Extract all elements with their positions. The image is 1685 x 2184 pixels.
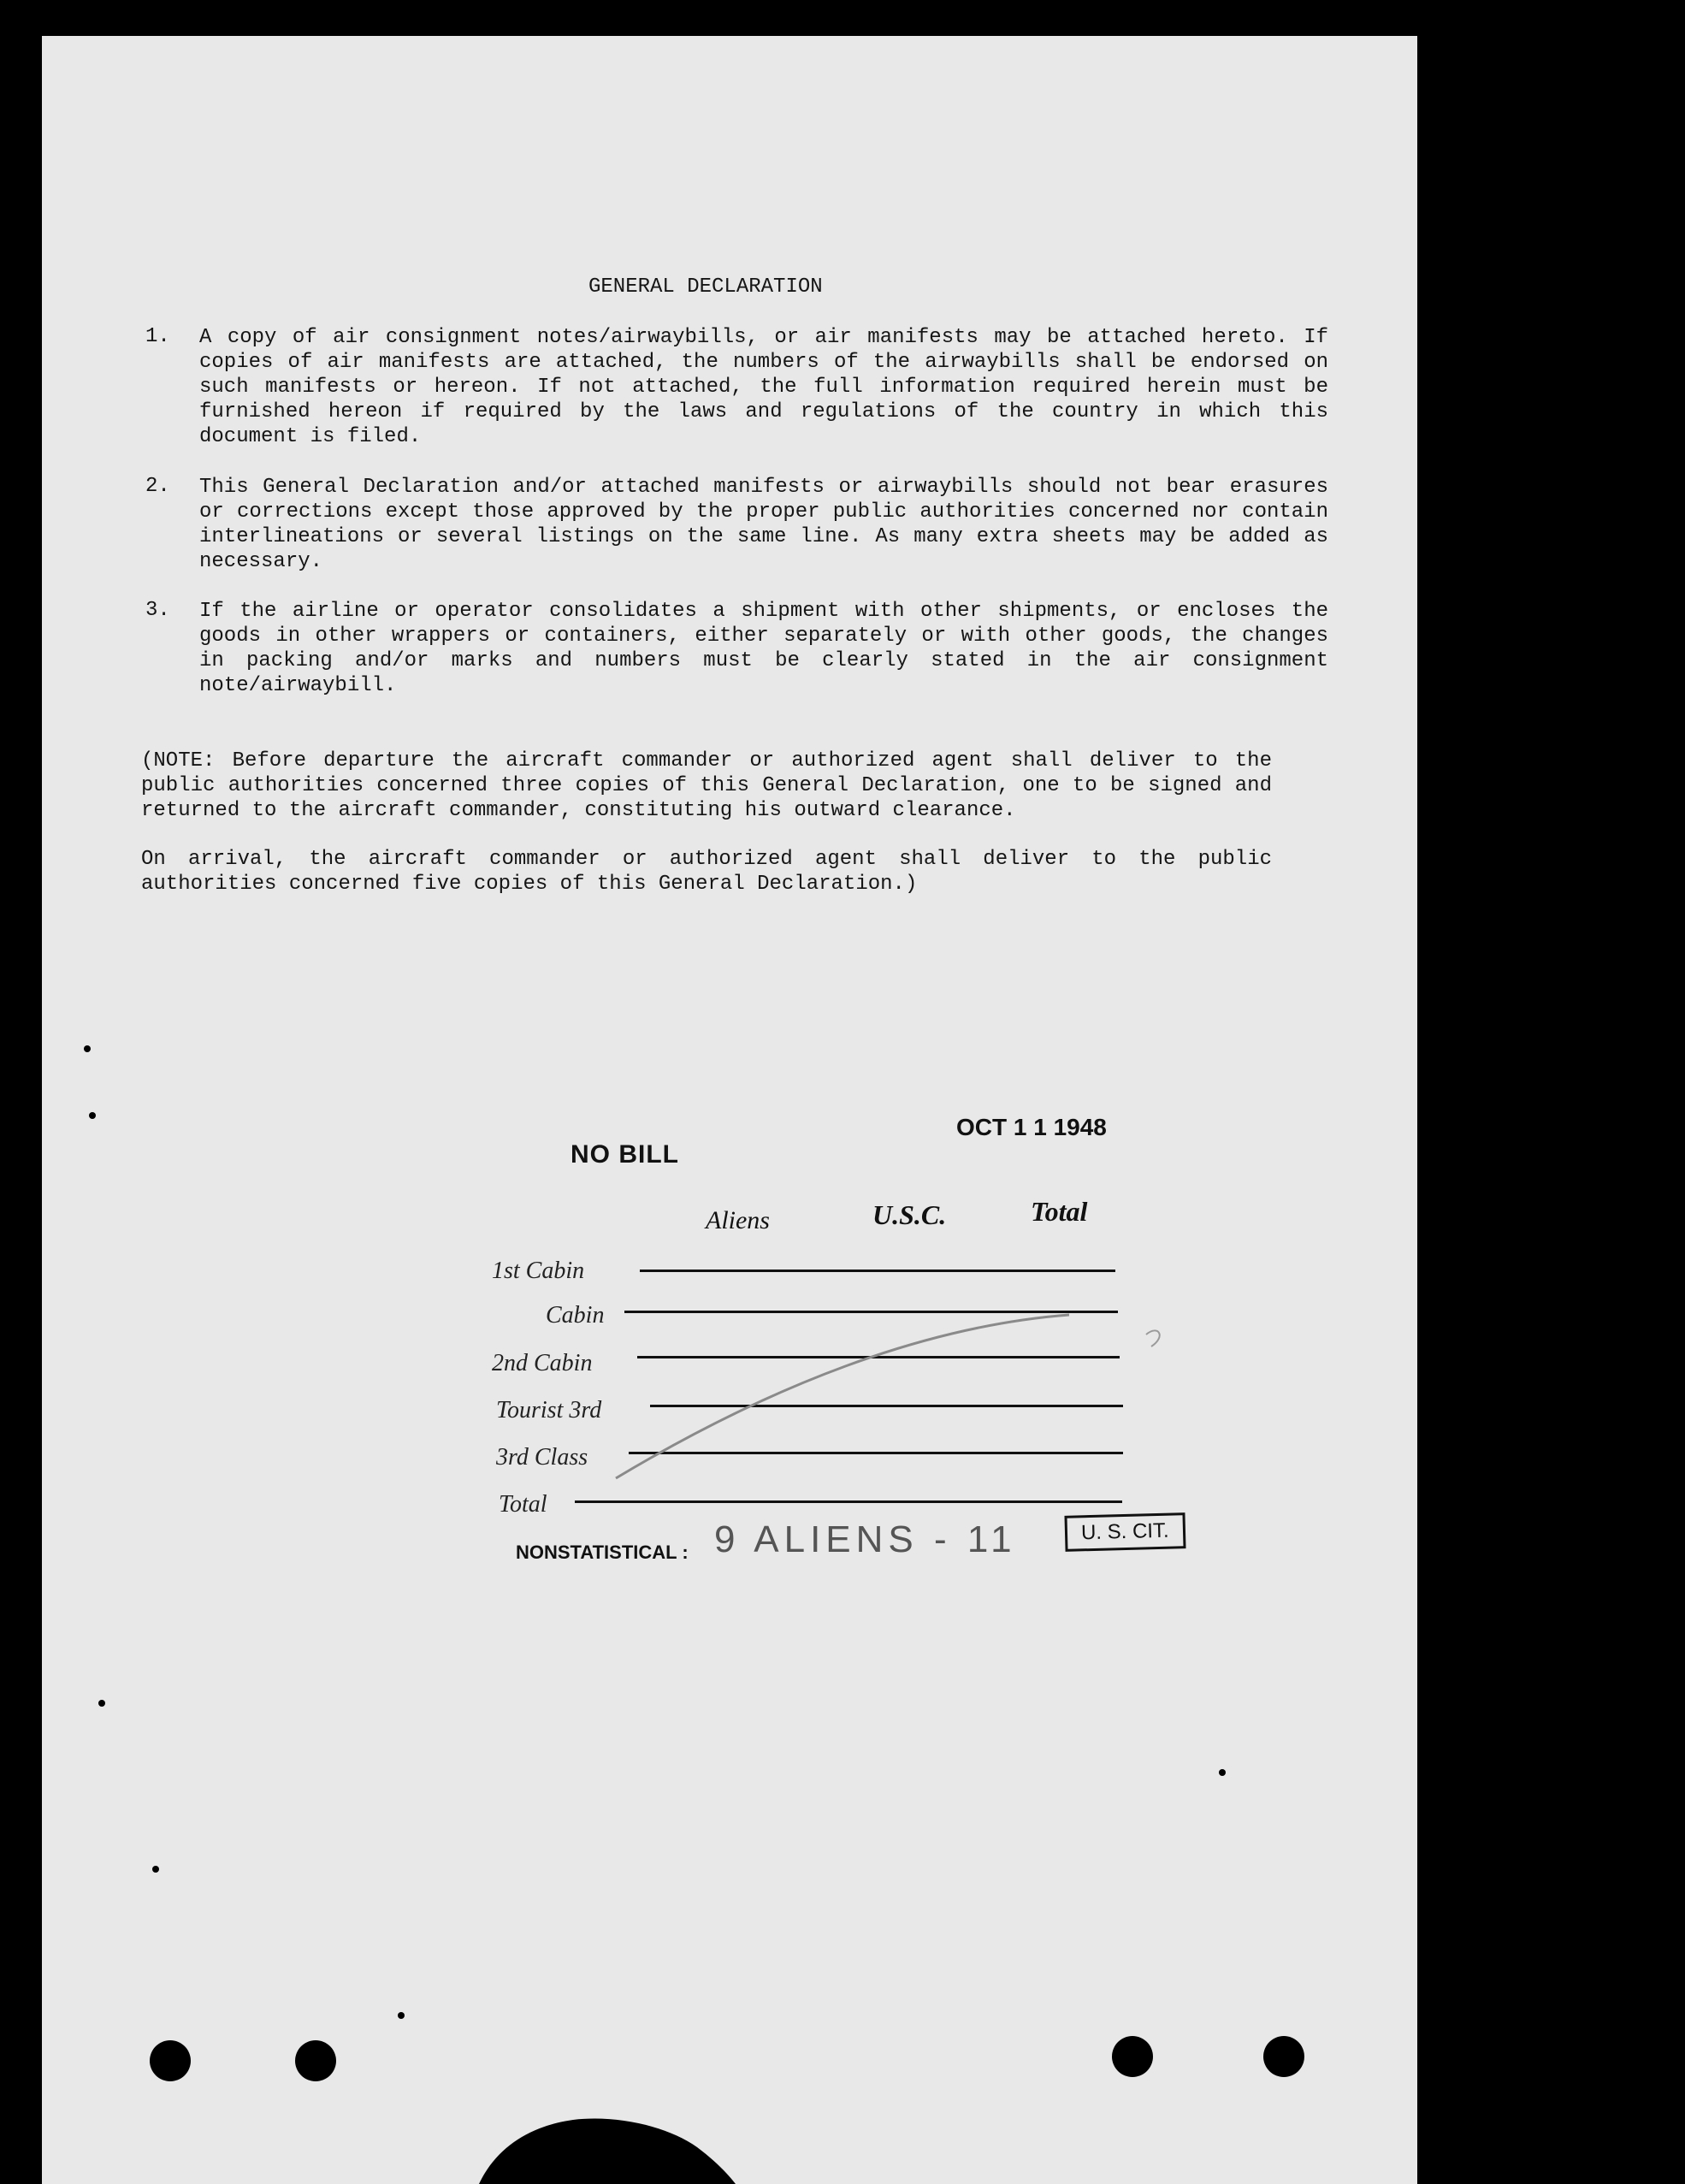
row-3rd-class: 3rd Class <box>496 1444 588 1471</box>
row-total: Total <box>499 1491 547 1518</box>
column-total: Total <box>1031 1196 1088 1227</box>
no-bill-stamp: NO BILL <box>571 1140 679 1169</box>
speck <box>98 1700 105 1707</box>
speck <box>84 1045 91 1052</box>
torn-notch <box>479 2053 736 2184</box>
column-usc: U.S.C. <box>872 1199 947 1230</box>
column-aliens: Aliens <box>706 1206 770 1234</box>
handwritten-note: 9 ALIENS - 11 <box>714 1518 1017 1560</box>
punch-hole <box>295 2040 336 2081</box>
row-1st-cabin: 1st Cabin <box>492 1258 585 1284</box>
row-tourist-3rd: Tourist 3rd <box>496 1397 602 1423</box>
speck <box>89 1112 96 1119</box>
speck <box>1219 1769 1226 1776</box>
item-3-text: If the airline or operator consolidates a shipment with other shipments, or encloses the goods in other wrappers or containers, either separately or with other goods, the changes in packing and/or marks and numbers must be clearly stated in the air consignment note/airwaybill. <box>199 600 1328 697</box>
item-2-text: This General Declaration and/or attached manifests or airwaybills should not bear erasures or corrections except those approved by the proper public authorities concerned nor contain interlineations or several listings on the same line. As many extra sheets may be added as necessary. <box>199 476 1328 573</box>
nonstatistical-stamp: NONSTATISTICAL : <box>516 1542 689 1563</box>
arrival-paragraph: On arrival, the aircraft commander or authorized agent shall deliver to the public authorities concerned five copies of this General Declaration.) <box>141 848 1272 896</box>
speck <box>398 2012 405 2019</box>
item-1-text: A copy of air consignment notes/airwaybills, or air manifests may be attached hereto. If copies of air manifests are attached, the numbers of the airwaybills shall be endorsed on such manifests or hereon. If not attached, the full information required herein must be furnished hereon if required by the laws and regulations of the country in which this document is filed. <box>199 326 1328 448</box>
punch-hole <box>1263 2036 1304 2077</box>
item-number: 1. <box>145 325 170 348</box>
item-number: 2. <box>145 475 170 498</box>
item-number: 3. <box>145 599 170 622</box>
note-paragraph: (NOTE: Before departure the aircraft commander or authorized agent shall deliver to the public authorities concerned three copies of this General Declaration, one to be signed and returned to the aircraft commander, constituting his outward clearance. <box>141 749 1272 822</box>
us-cit-stamp: U. S. CIT. <box>1064 1512 1185 1552</box>
row-2nd-cabin: 2nd Cabin <box>492 1350 593 1376</box>
date-stamp: OCT 1 1 1948 <box>956 1114 1107 1140</box>
punch-hole <box>150 2040 191 2081</box>
punch-hole <box>1112 2036 1153 2077</box>
document-title: GENERAL DECLARATION <box>588 275 823 299</box>
row-cabin: Cabin <box>546 1302 605 1329</box>
speck <box>152 1866 159 1873</box>
